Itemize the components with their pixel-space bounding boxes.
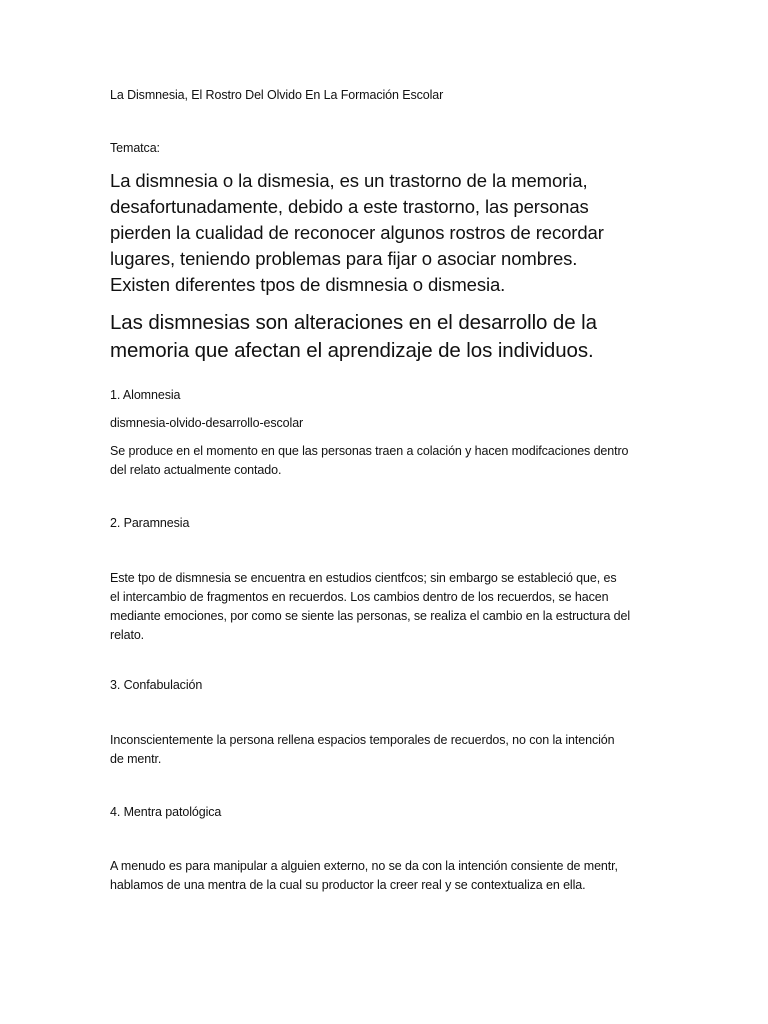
section-body-alomnesia <box>110 442 628 480</box>
intro-line: lugares, teniendo problemas para fijar o asociar nombres. <box>110 248 578 269</box>
section-heading-paramnesia: 2. Paramnesia <box>110 516 190 530</box>
highlight-line: Las dismnesias son alteraciones en el desarrollo de la <box>110 311 597 334</box>
intro-line: desafortunadamente, debido a este trastorno, las personas <box>110 196 589 217</box>
intro-line: La dismnesia o la dismesia, es un trastorno de la memoria, <box>110 170 588 191</box>
body-line: del relato actualmente contado. <box>110 463 282 477</box>
section-heading-confabulacion: 3. Confabulación <box>110 678 203 692</box>
intro-line: Existen diferentes tpos de dismnesia o dismesia. <box>110 274 506 295</box>
body-line: de mentr. <box>110 752 162 766</box>
body-line: Inconscientemente la persona rellena espacios temporales de recuerdos, no con la intención <box>110 733 615 747</box>
body-line: A menudo es para manipular a alguien externo, no se da con la intención consiente de mentr, <box>110 859 618 873</box>
section-heading-alomnesia: 1. Alomnesia <box>110 388 181 402</box>
tematica-label: Tematca: <box>110 141 160 155</box>
section-body-confabulacion <box>110 731 615 769</box>
body-line: relato. <box>110 628 145 642</box>
body-line: Se produce en el momento en que las personas traen a colación y hacen modifcaciones dentro <box>110 444 629 458</box>
document-title: La Dismnesia, El Rostro Del Olvido En La Formación Escolar <box>110 88 444 102</box>
highlight-line: memoria que afectan el aprendizaje de los individuos. <box>110 339 594 362</box>
highlight-paragraph <box>110 309 597 365</box>
body-line: hablamos de una mentra de la cual su productor la creer real y se contextualiza en ella. <box>110 878 586 892</box>
intro-line: pierden la cualidad de reconocer algunos rostros de recordar <box>110 222 604 243</box>
section-body-mentira-patologica <box>110 857 618 895</box>
body-line: Este tpo de dismnesia se encuentra en estudios cientfcos; sin embargo se estableció que, es <box>110 571 617 585</box>
section-body-paramnesia <box>110 569 630 645</box>
section-heading-mentira-patologica: 4. Mentra patológica <box>110 805 222 819</box>
intro-paragraph <box>110 168 604 298</box>
body-line: el intercambio de fragmentos en recuerdos. Los cambios dentro de los recuerdos, se hacen <box>110 590 609 604</box>
section-subheading-keywords: dismnesia-olvido-desarrollo-escolar <box>110 416 304 430</box>
body-line: mediante emociones, por como se siente las personas, se realiza el cambio en la estructura del <box>110 609 631 623</box>
